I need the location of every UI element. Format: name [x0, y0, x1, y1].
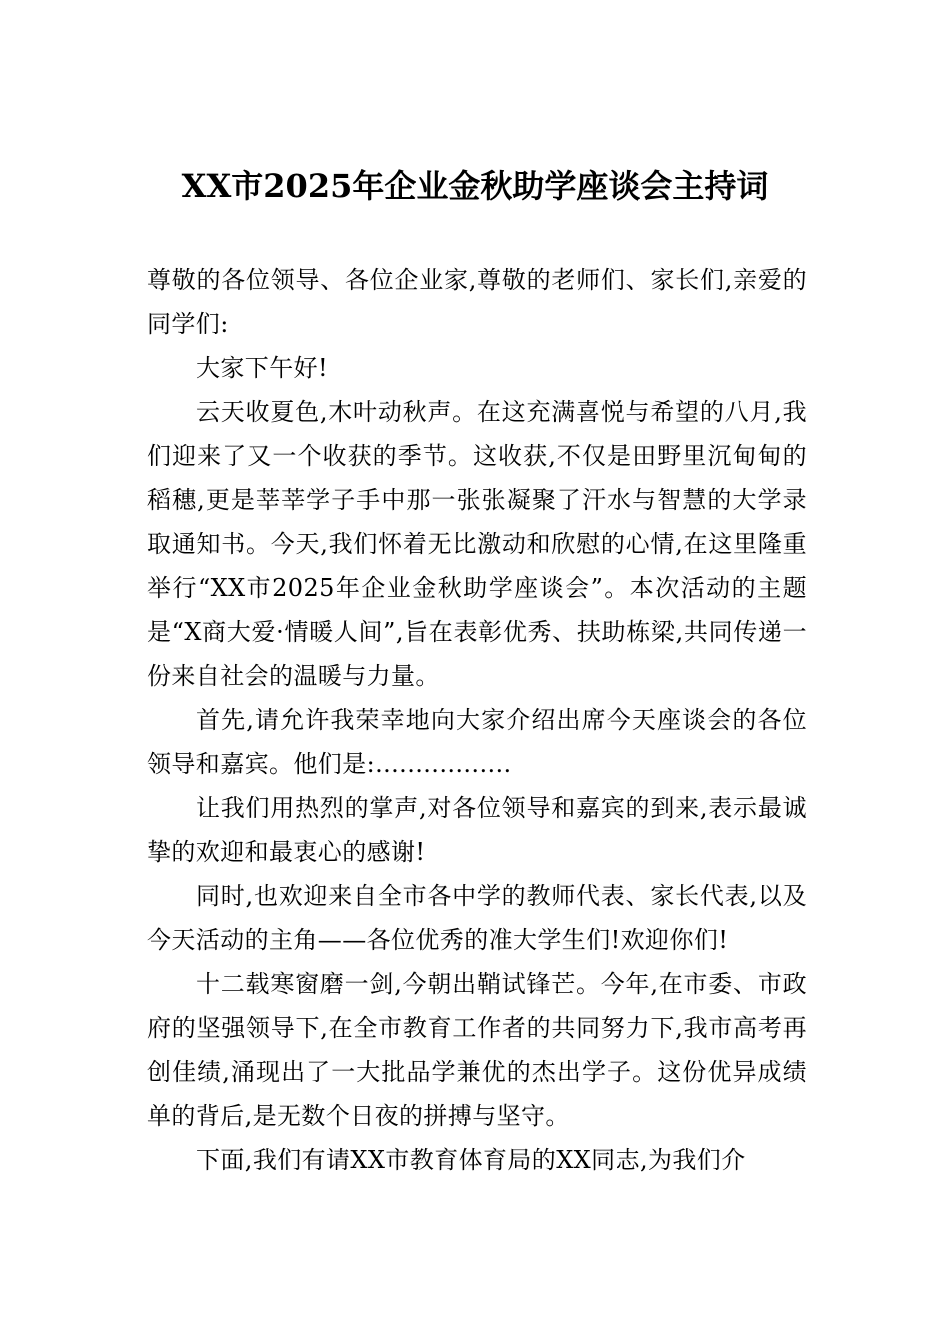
paragraph-opening: 云天收夏色,木叶动秋声。在这充满喜悦与希望的八月,我们迎来了又一个收获的季节。这收获,不仅是田野里沉甸甸的稻穗,更是莘莘学子手中那一张张凝聚了汗水与智慧的大学录取通知书。今天,我们怀着无比激动和欣慰的心情,在这里隆重举行“XX市2025年企业金秋助学座谈会”。本次活动的主题是“X商大爱·情暖人间”,旨在表彰优秀、扶助栋梁,共同传递一份来自社会的温暖与力量。 — [147, 398, 807, 690]
document-body — [147, 258, 807, 1182]
paragraph-next-speaker: 下面,我们有请XX市教育体育局的XX同志,为我们介 — [196, 1146, 746, 1174]
paragraph-greeting: 大家下午好! — [196, 354, 329, 382]
paragraph-achievements: 十二载寒窗磨一剑,今朝出鞘试锋芒。今年,在市委、市政府的坚强领导下,在全市教育工作者的共同努力下,我市高考再创佳绩,涌现出了一大批品学兼优的杰出学子。这份优异成绩单的背后,是无数个日夜的拼搏与坚守。 — [147, 970, 807, 1130]
paragraph-welcome-students: 同时,也欢迎来自全市各中学的教师代表、家长代表,以及今天活动的主角——各位优秀的准大学生们!欢迎你们! — [147, 882, 807, 954]
document-title: XX市2025年企业金秋助学座谈会主持词 — [181, 167, 769, 205]
paragraph-salutation: 尊敬的各位领导、各位企业家,尊敬的老师们、家长们,亲爱的同学们: — [147, 266, 807, 338]
paragraph-applause: 让我们用热烈的掌声,对各位领导和嘉宾的到来,表示最诚挚的欢迎和最衷心的感谢! — [147, 794, 807, 866]
paragraph-introduce-guests: 首先,请允许我荣幸地向大家介绍出席今天座谈会的各位领导和嘉宾。他们是:................. — [147, 706, 807, 778]
